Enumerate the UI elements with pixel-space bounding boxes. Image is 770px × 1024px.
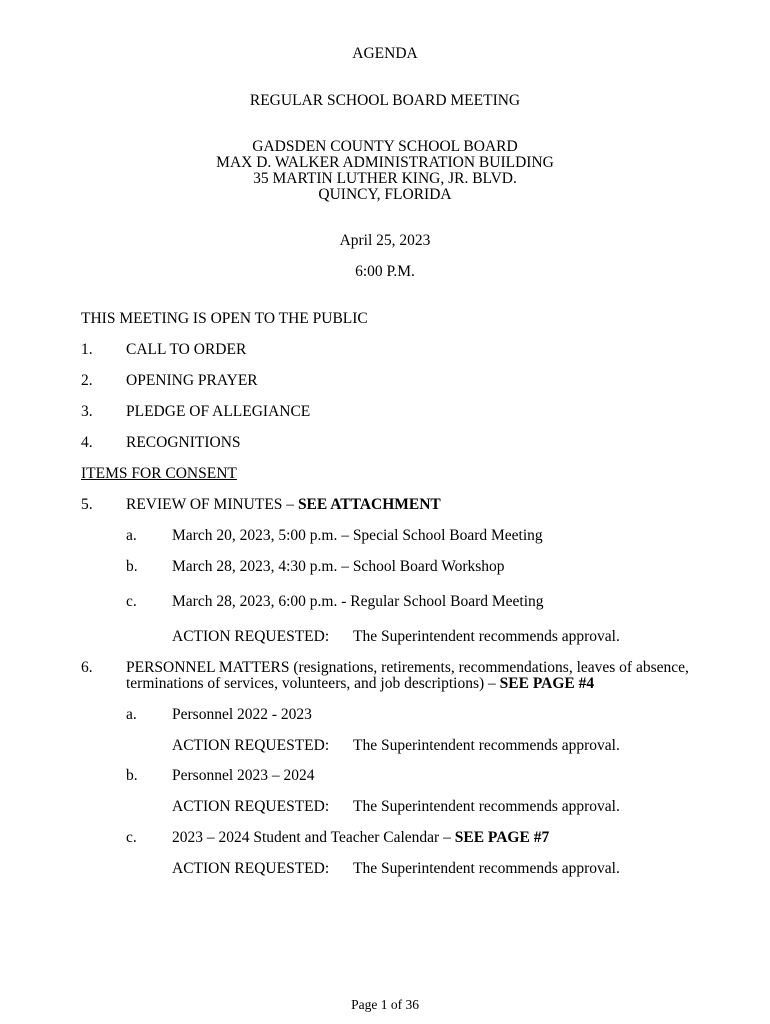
city-state: QUINCY, FLORIDA (318, 186, 452, 203)
item-call-to-order: CALL TO ORDER (126, 341, 247, 358)
item-number: 2. (81, 372, 93, 389)
building-name: MAX D. WALKER ADMINISTRATION BUILDING (216, 154, 554, 171)
item-personnel-line1: PERSONNEL MATTERS (resignations, retirements, recommendations, leaves of absence, (126, 659, 689, 676)
meeting-date: April 25, 2023 (339, 232, 431, 249)
calendar-2023-2024 (172, 830, 549, 846)
minutes-march-20: March 20, 2023, 5:00 p.m. – Special School Board Meeting (172, 527, 543, 544)
item-number: 5. (81, 496, 93, 513)
item-number: 1. (81, 341, 93, 358)
action-requested (172, 799, 620, 815)
sub-letter: b. (126, 558, 138, 575)
page-label: Page (351, 997, 378, 1012)
action-text: The Superintendent recommends approval. (353, 737, 620, 754)
action-text: The Superintendent recommends approval. (353, 860, 620, 877)
page-footer (0, 997, 770, 1013)
item-pledge: PLEDGE OF ALLEGIANCE (126, 403, 311, 420)
page-total: 36 (405, 997, 419, 1012)
agenda-title: AGENDA (352, 45, 418, 62)
calendar-text: 2023 – 2024 Student and Teacher Calendar – (172, 829, 455, 846)
item-recognitions: RECOGNITIONS (126, 434, 241, 451)
personnel-2022-2023: Personnel 2022 - 2023 (172, 706, 312, 723)
page-number: 1 (380, 997, 388, 1012)
item-review-minutes (126, 497, 441, 513)
action-label: ACTION REQUESTED: (172, 860, 330, 877)
board-name: GADSDEN COUNTY SCHOOL BOARD (252, 138, 518, 155)
item-personnel-line2 (126, 676, 594, 692)
public-notice: THIS MEETING IS OPEN TO THE PUBLIC (81, 310, 368, 327)
street-address: 35 MARTIN LUTHER KING, JR. BLVD. (253, 170, 517, 187)
of-label: of (390, 997, 403, 1012)
meeting-type: REGULAR SCHOOL BOARD MEETING (249, 92, 521, 109)
action-requested (172, 861, 620, 877)
item-number: 6. (81, 659, 93, 676)
see-page-4-ref: SEE PAGE #4 (499, 675, 595, 692)
action-requested (172, 738, 620, 754)
see-page-7-ref: SEE PAGE #7 (454, 829, 550, 846)
action-label: ACTION REQUESTED: (172, 628, 330, 645)
item-opening-prayer: OPENING PRAYER (126, 372, 258, 389)
item-personnel-line2-text: terminations of services, volunteers, and job descriptions) – (126, 675, 500, 692)
action-requested (172, 629, 620, 645)
sub-letter: a. (126, 527, 137, 544)
item-number: 3. (81, 403, 93, 420)
action-label: ACTION REQUESTED: (172, 737, 330, 754)
see-attachment-ref: SEE ATTACHMENT (297, 496, 441, 513)
action-text: The Superintendent recommends approval. (353, 798, 620, 815)
sub-letter: c. (126, 593, 137, 610)
sub-letter: c. (126, 829, 137, 846)
meeting-time: 6:00 P.M. (355, 263, 415, 280)
action-text: The Superintendent recommends approval. (353, 628, 620, 645)
minutes-march-28-workshop: March 28, 2023, 4:30 p.m. – School Board Workshop (172, 558, 505, 575)
action-label: ACTION REQUESTED: (172, 798, 330, 815)
sub-letter: a. (126, 706, 137, 723)
item-number: 4. (81, 434, 93, 451)
minutes-march-28-regular: March 28, 2023, 6:00 p.m. - Regular School Board Meeting (172, 593, 544, 610)
sub-letter: b. (126, 767, 138, 784)
personnel-2023-2024: Personnel 2023 – 2024 (172, 767, 315, 784)
consent-heading: ITEMS FOR CONSENT (81, 465, 237, 482)
item-review-minutes-label: REVIEW OF MINUTES – (126, 496, 298, 513)
